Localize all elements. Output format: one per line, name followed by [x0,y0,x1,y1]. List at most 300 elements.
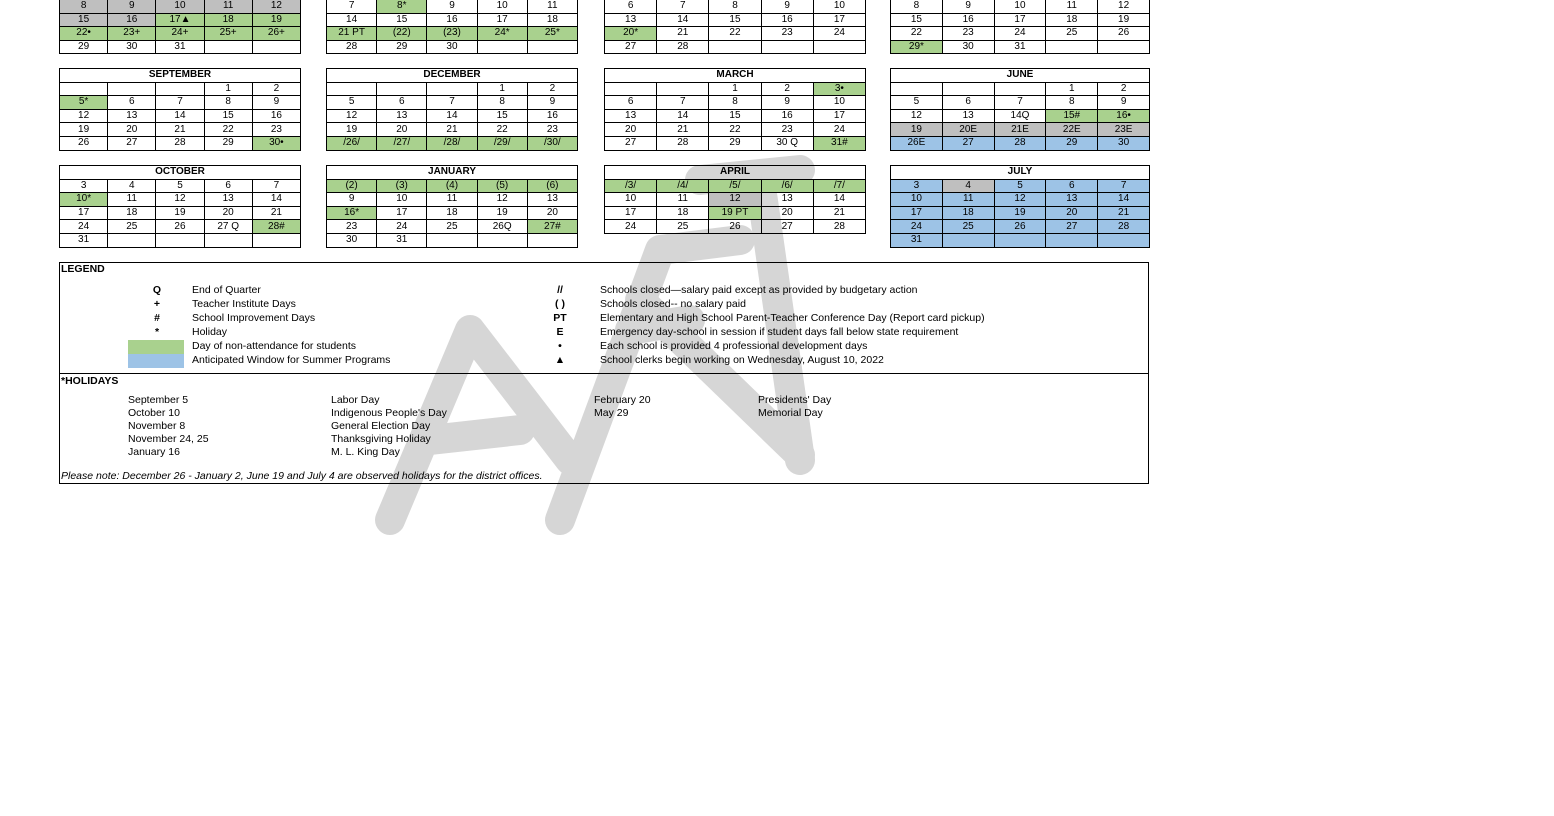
day-cell: /26/ [327,136,377,150]
month-body [60,82,301,150]
day-cell: 29 [60,40,108,54]
day-cell: 21 [813,206,865,220]
day-cell: 10 [605,193,657,207]
day-cell: 30 Q [761,136,813,150]
month-body [327,82,578,150]
day-cell: 26 [709,220,761,234]
day-cell: 14 [657,13,709,27]
day-cell: 13 [1046,193,1098,207]
legend-symbol-slashes: // [557,284,563,296]
day-cell: 23 [942,27,994,41]
week-row [327,109,578,123]
day-cell [761,40,813,54]
day-cell: /30/ [527,136,577,150]
day-cell: 17▲ [156,13,204,27]
day-cell: 27 [605,40,657,54]
day-cell: 12 [327,109,377,123]
day-cell: 4 [942,179,994,193]
day-cell: 15 [377,13,427,27]
week-row [60,233,301,247]
legend-text: Schools closed-- no salary paid [600,298,746,310]
day-cell: 29* [891,40,943,54]
day-cell: 8 [709,96,761,110]
day-cell [427,82,477,96]
day-cell: (2) [327,179,377,193]
day-cell: 24* [477,27,527,41]
day-cell: 17 [605,206,657,220]
legend-symbol-hash: # [154,312,160,324]
holiday-date: January 16 [128,446,180,458]
week-row [327,82,578,96]
day-cell: /28/ [427,136,477,150]
day-cell: 29 [709,136,761,150]
month-body [327,179,578,247]
legend-text: School Improvement Days [192,312,316,324]
day-cell: 3 [60,179,108,193]
day-cell: 14 [427,109,477,123]
day-cell: 23+ [108,27,156,41]
day-cell: 20E [942,123,994,137]
week-row [891,136,1150,150]
holiday-name: Labor Day [331,394,380,406]
legend-swatch-blue [128,354,184,368]
day-cell: 9 [942,0,994,13]
day-cell [252,40,300,54]
day-cell [527,40,577,54]
day-cell: 20 [204,206,252,220]
day-cell: 24 [605,220,657,234]
day-cell: 11 [108,193,156,207]
day-cell: 23 [252,123,300,137]
day-cell: 13 [204,193,252,207]
holiday-name: Presidents' Day [758,394,832,406]
holiday-name: General Election Day [331,420,431,432]
legend-text: School clerks begin working on Wednesday, August 10, 2022 [600,354,884,366]
week-row [60,0,301,13]
week-row [327,136,578,150]
day-cell: 17 [813,109,865,123]
day-cell: 8 [477,96,527,110]
day-cell: 9 [761,96,813,110]
holiday-date: November 8 [128,420,186,432]
day-cell: 21 [427,123,477,137]
month-title: JUNE [891,69,1150,83]
week-row [60,136,301,150]
day-cell: 9 [327,193,377,207]
day-cell: 5 [994,179,1046,193]
month-table-january [326,165,578,248]
day-cell: 20 [108,123,156,137]
day-cell: 7 [252,179,300,193]
day-cell: 22 [891,27,943,41]
day-cell: 26 [156,220,204,234]
day-cell: 18 [1046,13,1098,27]
day-cell: 19 [156,206,204,220]
day-cell: 30 [1098,136,1150,150]
day-cell: 20 [761,206,813,220]
day-cell [994,82,1046,96]
day-cell: 27 [761,220,813,234]
day-cell: 27 Q [204,220,252,234]
day-cell: 1 [477,82,527,96]
day-cell [1046,233,1098,247]
day-cell: 6 [605,0,657,13]
day-cell: 18 [427,206,477,220]
day-cell: 20 [527,206,577,220]
holiday-name: Thanksgiving Holiday [331,433,431,445]
day-cell: 24 [60,220,108,234]
day-cell: 15 [204,109,252,123]
month-table-september [59,68,301,151]
day-cell [327,82,377,96]
legend-swatch-green [128,340,184,354]
day-cell [252,233,300,247]
day-cell: 10 [477,0,527,13]
week-row [605,220,866,234]
day-cell: 12 [252,0,300,13]
day-cell: /7/ [813,179,865,193]
day-cell: 5 [327,96,377,110]
day-cell: (5) [477,179,527,193]
day-cell: 8 [204,96,252,110]
day-cell: 27 [1046,220,1098,234]
day-cell: 9 [527,96,577,110]
week-row [327,0,578,13]
day-cell: 22 [204,123,252,137]
week-row [605,206,866,220]
month-title: JULY [891,166,1150,180]
month-table-3 [604,0,866,54]
month-table-december [326,68,578,151]
day-cell: /4/ [657,179,709,193]
day-cell: 2 [761,82,813,96]
day-cell: 14 [327,13,377,27]
day-cell: 20 [605,123,657,137]
legend-title: LEGEND [61,263,105,275]
day-cell: 24 [813,27,865,41]
day-cell: 10 [813,0,865,13]
day-cell: (3) [377,179,427,193]
day-cell: 10 [813,96,865,110]
day-cell: 13 [377,109,427,123]
legend-symbol-plus: + [153,298,161,310]
day-cell: 10* [60,193,108,207]
week-row [891,233,1150,247]
holiday-name: Indigenous People's Day [331,407,447,419]
day-cell: /29/ [477,136,527,150]
day-cell: 26E [891,136,943,150]
week-row [60,220,301,234]
day-cell: 12 [60,109,108,123]
week-row [891,13,1150,27]
day-cell: 7 [1098,179,1150,193]
week-row [605,0,866,13]
week-row [327,206,578,220]
day-cell [942,82,994,96]
day-cell [377,82,427,96]
month-title: JANUARY [327,166,578,180]
day-cell: /3/ [605,179,657,193]
legend-divider [60,373,1148,374]
week-row [60,40,301,54]
day-cell: 22E [1046,123,1098,137]
month-table-april [604,165,866,234]
day-cell: 15 [477,109,527,123]
week-row [327,193,578,207]
day-cell: 16* [327,206,377,220]
month-title: MARCH [605,69,866,83]
day-cell [204,233,252,247]
day-cell: 22 [709,123,761,137]
week-row [605,82,866,96]
day-cell: 23 [761,123,813,137]
day-cell: 21 [1098,206,1150,220]
day-cell [477,233,527,247]
week-row [605,96,866,110]
day-cell: 26 [60,136,108,150]
holiday-name: Memorial Day [758,407,823,419]
day-cell: 9 [761,0,813,13]
day-cell: 12 [477,193,527,207]
day-cell [1098,40,1150,54]
day-cell: 14 [156,109,204,123]
day-cell: 22• [60,27,108,41]
day-cell: 4 [108,179,156,193]
day-cell: 5* [60,96,108,110]
day-cell: 2 [252,82,300,96]
week-row [60,13,301,27]
day-cell: 17 [60,206,108,220]
day-cell: 9 [427,0,477,13]
day-cell: 16 [252,109,300,123]
month-body [605,179,866,233]
day-cell: 18 [527,13,577,27]
week-row [605,123,866,137]
day-cell: 18 [204,13,252,27]
week-row [891,27,1150,41]
day-cell: 22 [477,123,527,137]
legend-text: Teacher Institute Days [192,298,296,310]
day-cell: 23 [327,220,377,234]
day-cell: 30 [327,233,377,247]
day-cell: 29 [204,136,252,150]
day-cell: 13 [761,193,813,207]
week-row [891,109,1150,123]
day-cell: 20 [377,123,427,137]
day-cell: 1 [709,82,761,96]
day-cell: 17 [377,206,427,220]
day-cell: 24+ [156,27,204,41]
day-cell: 29 [377,40,427,54]
day-cell: 16 [942,13,994,27]
legend-text: End of Quarter [192,284,261,296]
day-cell: 21E [994,123,1046,137]
day-cell: 31# [813,136,865,150]
day-cell: 27 [108,136,156,150]
day-cell: 7 [657,0,709,13]
day-cell: 3• [813,82,865,96]
day-cell: 8 [709,0,761,13]
day-cell: 19 [60,123,108,137]
day-cell: 27 [942,136,994,150]
day-cell: 11 [657,193,709,207]
week-row [60,193,301,207]
legend-text: Holiday [192,326,228,338]
legend-box [59,262,1149,484]
day-cell: 13 [108,109,156,123]
day-cell: (22) [377,27,427,41]
day-cell: 12 [994,193,1046,207]
month-title: DECEMBER [327,69,578,83]
day-cell [108,233,156,247]
day-cell: 28 [657,40,709,54]
month-table-october [59,165,301,248]
day-cell: 13 [527,193,577,207]
day-cell: 10 [994,0,1046,13]
day-cell: 19 [1098,13,1150,27]
day-cell: 17 [813,13,865,27]
month-title: APRIL [605,166,866,180]
day-cell: 27 [605,136,657,150]
day-cell: (6) [527,179,577,193]
day-cell: 6 [1046,179,1098,193]
day-cell: 2 [1098,82,1150,96]
legend-text: Day of non-attendance for students [192,340,357,352]
day-cell: 7 [156,96,204,110]
month-body [891,0,1150,54]
day-cell: 18 [657,206,709,220]
week-row [60,123,301,137]
day-cell: 8 [891,0,943,13]
week-row [327,40,578,54]
day-cell [1046,40,1098,54]
month-table-june [890,68,1150,151]
month-table-2 [326,0,578,54]
day-cell: 11 [427,193,477,207]
day-cell [156,82,204,96]
day-cell [942,233,994,247]
day-cell: 28# [252,220,300,234]
day-cell: 28 [994,136,1046,150]
day-cell [527,233,577,247]
day-cell: 30• [252,136,300,150]
month-title: SEPTEMBER [60,69,301,83]
day-cell: 17 [477,13,527,27]
legend-symbol-e: E [556,326,564,338]
day-cell: 30 [108,40,156,54]
day-cell: 10 [156,0,204,13]
legend-symbol-triangle: ▲ [554,354,566,366]
week-row [327,220,578,234]
day-cell: 15 [891,13,943,27]
day-cell: 26 [1098,27,1150,41]
holiday-name: M. L. King Day [331,446,400,458]
legend-symbol-q: Q [152,284,162,296]
legend-symbol-parens: ( ) [555,298,565,310]
day-cell [605,82,657,96]
day-cell: 25 [1046,27,1098,41]
day-cell: 23E [1098,123,1150,137]
day-cell: 1 [1046,82,1098,96]
month-body [60,0,301,54]
day-cell: 23 [527,123,577,137]
week-row [891,40,1150,54]
week-row [327,233,578,247]
day-cell [1098,233,1150,247]
day-cell [813,40,865,54]
day-cell: 15 [60,13,108,27]
day-cell: 6 [605,96,657,110]
day-cell: 25 [427,220,477,234]
day-cell: 15 [709,13,761,27]
week-row [605,136,866,150]
month-body [891,82,1150,150]
day-cell: 13 [605,13,657,27]
day-cell: 21 [657,27,709,41]
day-cell: 8 [1046,96,1098,110]
holiday-date: October 10 [128,407,180,419]
month-body [605,82,866,150]
day-cell: 11 [1046,0,1098,13]
day-cell: 7 [327,0,377,13]
legend-symbol-pt: PT [553,312,567,324]
day-cell: 1 [204,82,252,96]
day-cell: 20* [605,27,657,41]
day-cell: 24 [891,220,943,234]
week-row [60,82,301,96]
week-row [891,206,1150,220]
day-cell: 15# [1046,109,1098,123]
day-cell: 23 [761,27,813,41]
day-cell: 24 [994,27,1046,41]
day-cell: 7 [657,96,709,110]
day-cell: /5/ [709,179,761,193]
legend-symbol-bullet: • [558,340,562,352]
week-row [605,179,866,193]
day-cell: 9 [108,0,156,13]
month-table-1 [59,0,301,54]
day-cell: 24 [813,123,865,137]
day-cell: 21 PT [327,27,377,41]
day-cell [477,40,527,54]
day-cell: 22 [709,27,761,41]
day-cell: 21 [657,123,709,137]
day-cell: 2 [527,82,577,96]
legend-text: Schools closed—salary paid except as provided by budgetary action [600,284,918,296]
day-cell: /27/ [377,136,427,150]
week-row [327,96,578,110]
month-body [327,0,578,54]
day-cell: 19 PT [709,206,761,220]
day-cell: 25 [657,220,709,234]
day-cell: 25 [942,220,994,234]
day-cell [709,40,761,54]
day-cell: 5 [156,179,204,193]
day-cell: 3 [891,179,943,193]
day-cell: 28 [657,136,709,150]
day-cell: 28 [327,40,377,54]
day-cell: 16 [427,13,477,27]
week-row [60,179,301,193]
day-cell: 27# [527,220,577,234]
month-body [60,179,301,247]
holiday-date: February 20 [594,394,651,406]
week-row [327,27,578,41]
week-row [605,40,866,54]
day-cell: 25+ [204,27,252,41]
day-cell: 31 [60,233,108,247]
legend-text: Emergency day-school in session if student days fall below state requirement [600,326,959,338]
